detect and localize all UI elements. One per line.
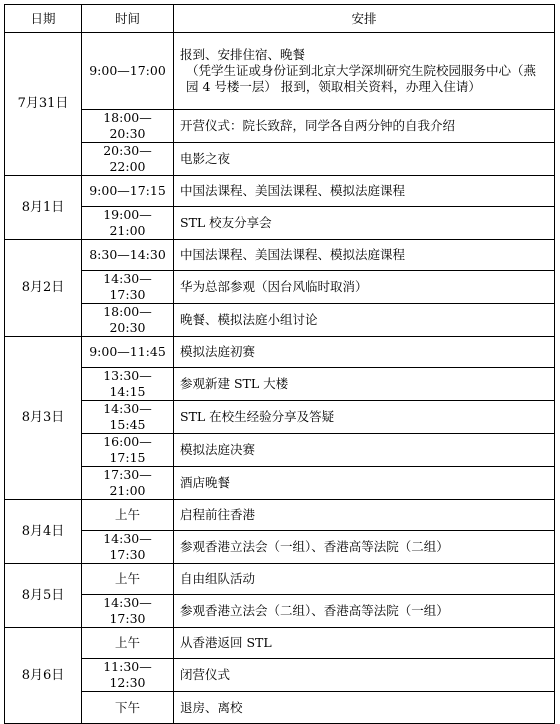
arrangement-text: 模拟法庭初赛 — [180, 344, 256, 359]
table-row — [5, 434, 555, 467]
header-date: 日期 — [5, 5, 82, 33]
arrangement-cell — [174, 531, 555, 564]
time-cell: 17:30—21:00 — [82, 467, 174, 500]
arrangement-cell — [174, 176, 555, 207]
arrangement-cell — [174, 143, 555, 176]
table-body — [5, 33, 555, 724]
time-cell: 14:30—17:30 — [82, 271, 174, 304]
date-cell: 8月2日 — [5, 240, 82, 337]
arrangement-text: STL 在校生经验分享及答疑 — [180, 409, 335, 424]
arrangement-text: 报到、安排住宿、晚餐 — [180, 47, 306, 62]
time-cell: 20:30—22:00 — [82, 143, 174, 176]
time-cell: 8:30—14:30 — [82, 240, 174, 271]
arrangement-text: 参观香港立法会（二组）、香港高等法院（一组） — [180, 603, 449, 618]
date-cell: 7月31日 — [5, 33, 82, 176]
arrangement-text: 启程前往香港 — [180, 507, 256, 522]
arrangement-cell — [174, 207, 555, 240]
arrangement-text: 华为总部参观（因台风临时取消） — [180, 279, 368, 294]
arrangement-text: 晚餐、模拟法庭小组讨论 — [180, 312, 318, 327]
arrangement-cell — [174, 33, 555, 110]
date-cell: 8月3日 — [5, 337, 82, 500]
table-row — [5, 337, 555, 368]
arrangement-cell — [174, 401, 555, 434]
table-row — [5, 628, 555, 659]
arrangement-cell — [174, 304, 555, 337]
arrangement-text: 中国法课程、美国法课程、模拟法庭课程 — [180, 247, 406, 262]
time-cell: 16:00—17:15 — [82, 434, 174, 467]
time-cell: 18:00—20:30 — [82, 110, 174, 143]
arrangement-text: 参观新建 STL 大楼 — [180, 376, 289, 391]
arrangement-cell — [174, 337, 555, 368]
time-cell: 11:30—12:30 — [82, 659, 174, 692]
table-row — [5, 401, 555, 434]
time-cell: 13:30—14:15 — [82, 368, 174, 401]
arrangement-cell — [174, 659, 555, 692]
arrangement-text: 模拟法庭决赛 — [180, 442, 256, 457]
table-row — [5, 271, 555, 304]
date-cell: 8月1日 — [5, 176, 82, 240]
header-arrangement: 安排 — [174, 5, 555, 33]
arrangement-text: 自由组队活动 — [180, 571, 256, 586]
arrangement-text: 退房、离校 — [180, 699, 243, 715]
arrangement-cell — [174, 271, 555, 304]
arrangement-text: 开营仪式：院长致辞，同学各自两分钟的自我介绍 — [180, 118, 456, 133]
date-cell: 8月6日 — [5, 628, 82, 724]
time-cell: 9:00—17:15 — [82, 176, 174, 207]
arrangement-cell — [174, 564, 555, 595]
date-cell: 8月5日 — [5, 564, 82, 628]
table-row — [5, 659, 555, 692]
arrangement-text: 酒店晚餐 — [180, 475, 231, 490]
time-cell: 下午 — [82, 692, 174, 724]
table-row — [5, 176, 555, 207]
arrangement-cell — [174, 368, 555, 401]
table-header — [5, 5, 555, 33]
arrangement-cell — [174, 434, 555, 467]
arrangement-text: 闭营仪式 — [180, 667, 231, 682]
arrangement-cell — [174, 240, 555, 271]
arrangement-cell — [174, 628, 555, 659]
table-row — [5, 368, 555, 401]
table-row — [5, 240, 555, 271]
table-row — [5, 531, 555, 564]
time-cell: 上午 — [82, 500, 174, 531]
schedule-table — [4, 4, 555, 724]
time-cell: 18:00—20:30 — [82, 304, 174, 337]
arrangement-cell — [174, 110, 555, 143]
arrangement-text: 中国法课程、美国法课程、模拟法庭课程 — [180, 183, 406, 198]
table-row — [5, 564, 555, 595]
arrangement-text: 电影之夜 — [180, 151, 231, 166]
time-cell: 19:00—21:00 — [82, 207, 174, 240]
time-cell: 14:30—15:45 — [82, 401, 174, 434]
arrangement-cell — [174, 467, 555, 500]
table-row — [5, 500, 555, 531]
time-cell: 14:30—17:30 — [82, 531, 174, 564]
arrangement-text: （凭学生证或身份证到北京大学深圳研究生院校园服务中心（燕园 4 号楼一层） 报到，领取相关资料，办理入住请） — [186, 63, 537, 94]
table-row — [5, 143, 555, 176]
time-cell: 14:30—17:30 — [82, 595, 174, 628]
table-row — [5, 207, 555, 240]
arrangement-cell — [174, 595, 555, 628]
table-row — [5, 110, 555, 143]
table-row — [5, 467, 555, 500]
time-cell: 上午 — [82, 628, 174, 659]
time-cell: 9:00—11:45 — [82, 337, 174, 368]
table-row — [5, 595, 555, 628]
arrangement-text: 从香港返回 STL — [180, 635, 272, 650]
arrangement-text: 参观香港立法会（一组）、香港高等法院（二组） — [180, 539, 449, 554]
table-row — [5, 33, 555, 110]
table-row — [5, 304, 555, 337]
time-cell: 9:00—17:00 — [82, 33, 174, 110]
date-cell: 8月4日 — [5, 500, 82, 564]
arrangement-text: STL 校友分享会 — [180, 215, 272, 230]
header-time: 时间 — [82, 5, 174, 33]
arrangement-cell — [174, 500, 555, 531]
time-cell: 上午 — [82, 564, 174, 595]
